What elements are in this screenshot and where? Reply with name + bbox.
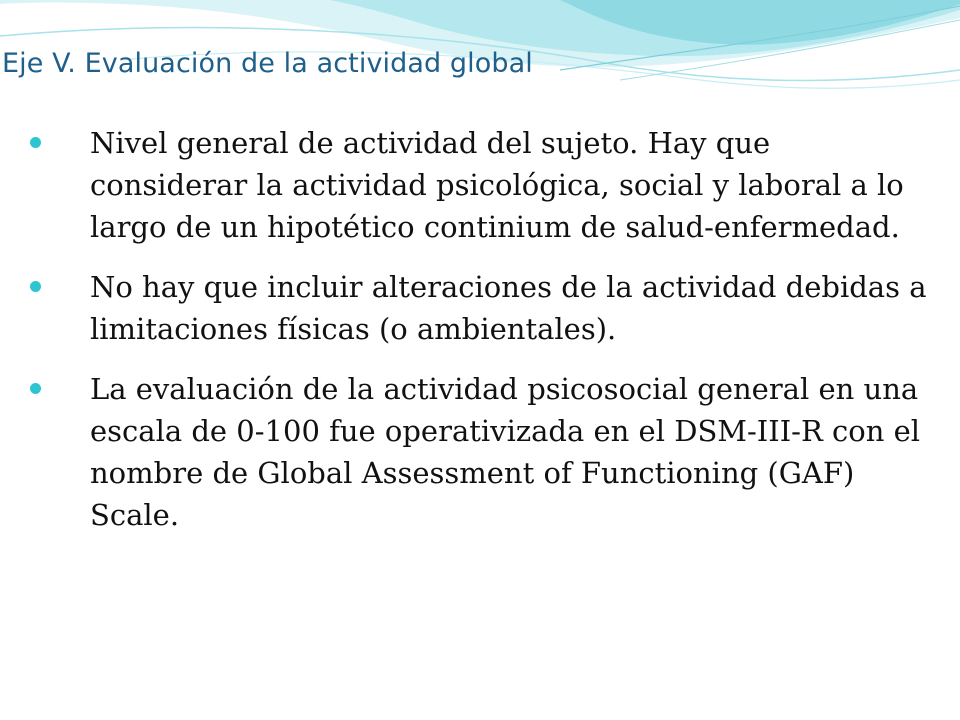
bullet-item: [0, 122, 960, 248]
bullet-dot-icon: [30, 383, 41, 394]
slide-title: Eje V. Evaluación de la actividad global: [2, 48, 533, 79]
bullet-dot-icon: [30, 281, 41, 292]
bullet-item: [0, 266, 960, 350]
bullet-item: [0, 368, 960, 536]
bullet-text: La evaluación de la actividad psicosocial general en una escala de 0-100 fue operativizada en el DSM-III-R con el nombre de Global Assessment of Functioning (GAF) Scale.: [90, 372, 921, 532]
bullet-dot-icon: [30, 137, 41, 148]
bullet-text: No hay que incluir alteraciones de la actividad debidas a limitaciones físicas (o ambientales).: [90, 270, 927, 346]
bullet-list: [0, 122, 960, 554]
bullet-text: Nivel general de actividad del sujeto. Hay que considerar la actividad psicológica, social y laboral a lo largo de un hipotético continium de salud-enfermedad.: [90, 126, 904, 244]
